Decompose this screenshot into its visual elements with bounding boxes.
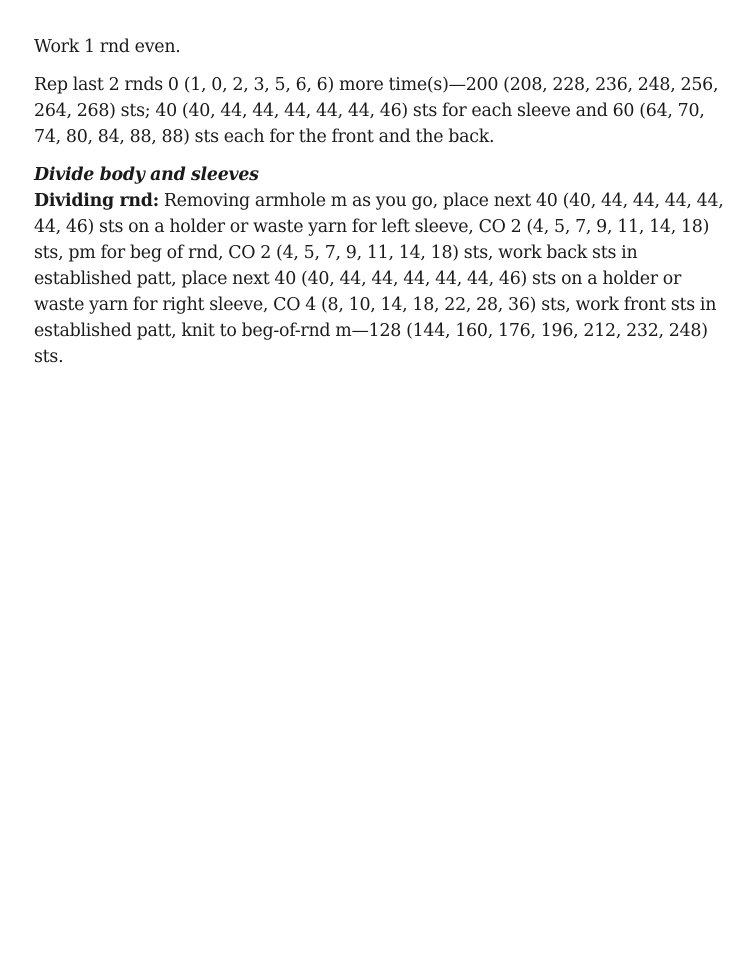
dividing-round-label: Dividing rnd:	[34, 191, 159, 211]
paragraph-dividing-round	[34, 188, 724, 370]
paragraph-repeat-rounds: Rep last 2 rnds 0 (1, 0, 2, 3, 5, 6, 6) more time(s)—200 (208, 228, 236, 248, 256, 264, 268) sts; 40 (40, 44, 44, 44, 44, 44, 46) sts for each sleeve and 60 (64, 70, 74, 80, 84, 88, 88) sts each for the front and the back.	[34, 75, 719, 147]
paragraph-work-even: Work 1 rnd even.	[34, 37, 181, 57]
dividing-round-text: Removing armhole m as you go, place next 40 (40, 44, 44, 44, 44, 44, 46) sts on a holder or waste yarn for left sleeve, CO 2 (4, 5, 7, 9, 11, 14, 18) sts, pm for beg of rnd, CO 2 (4, 5, 7, 9, 11, 14, 18) sts, work back sts in established patt, place next 40 (40, 44, 44, 44, 44, 44, 46) sts on a holder or waste yarn for right sleeve, CO 4 (8, 10, 14, 18, 22, 28, 36) sts, work front sts in established patt, knit to beg-of-rnd m—128 (144, 160, 176, 196, 212, 232, 248) sts.	[34, 191, 724, 367]
document-page	[34, 34, 724, 382]
section-heading: Divide body and sleeves	[34, 165, 259, 185]
